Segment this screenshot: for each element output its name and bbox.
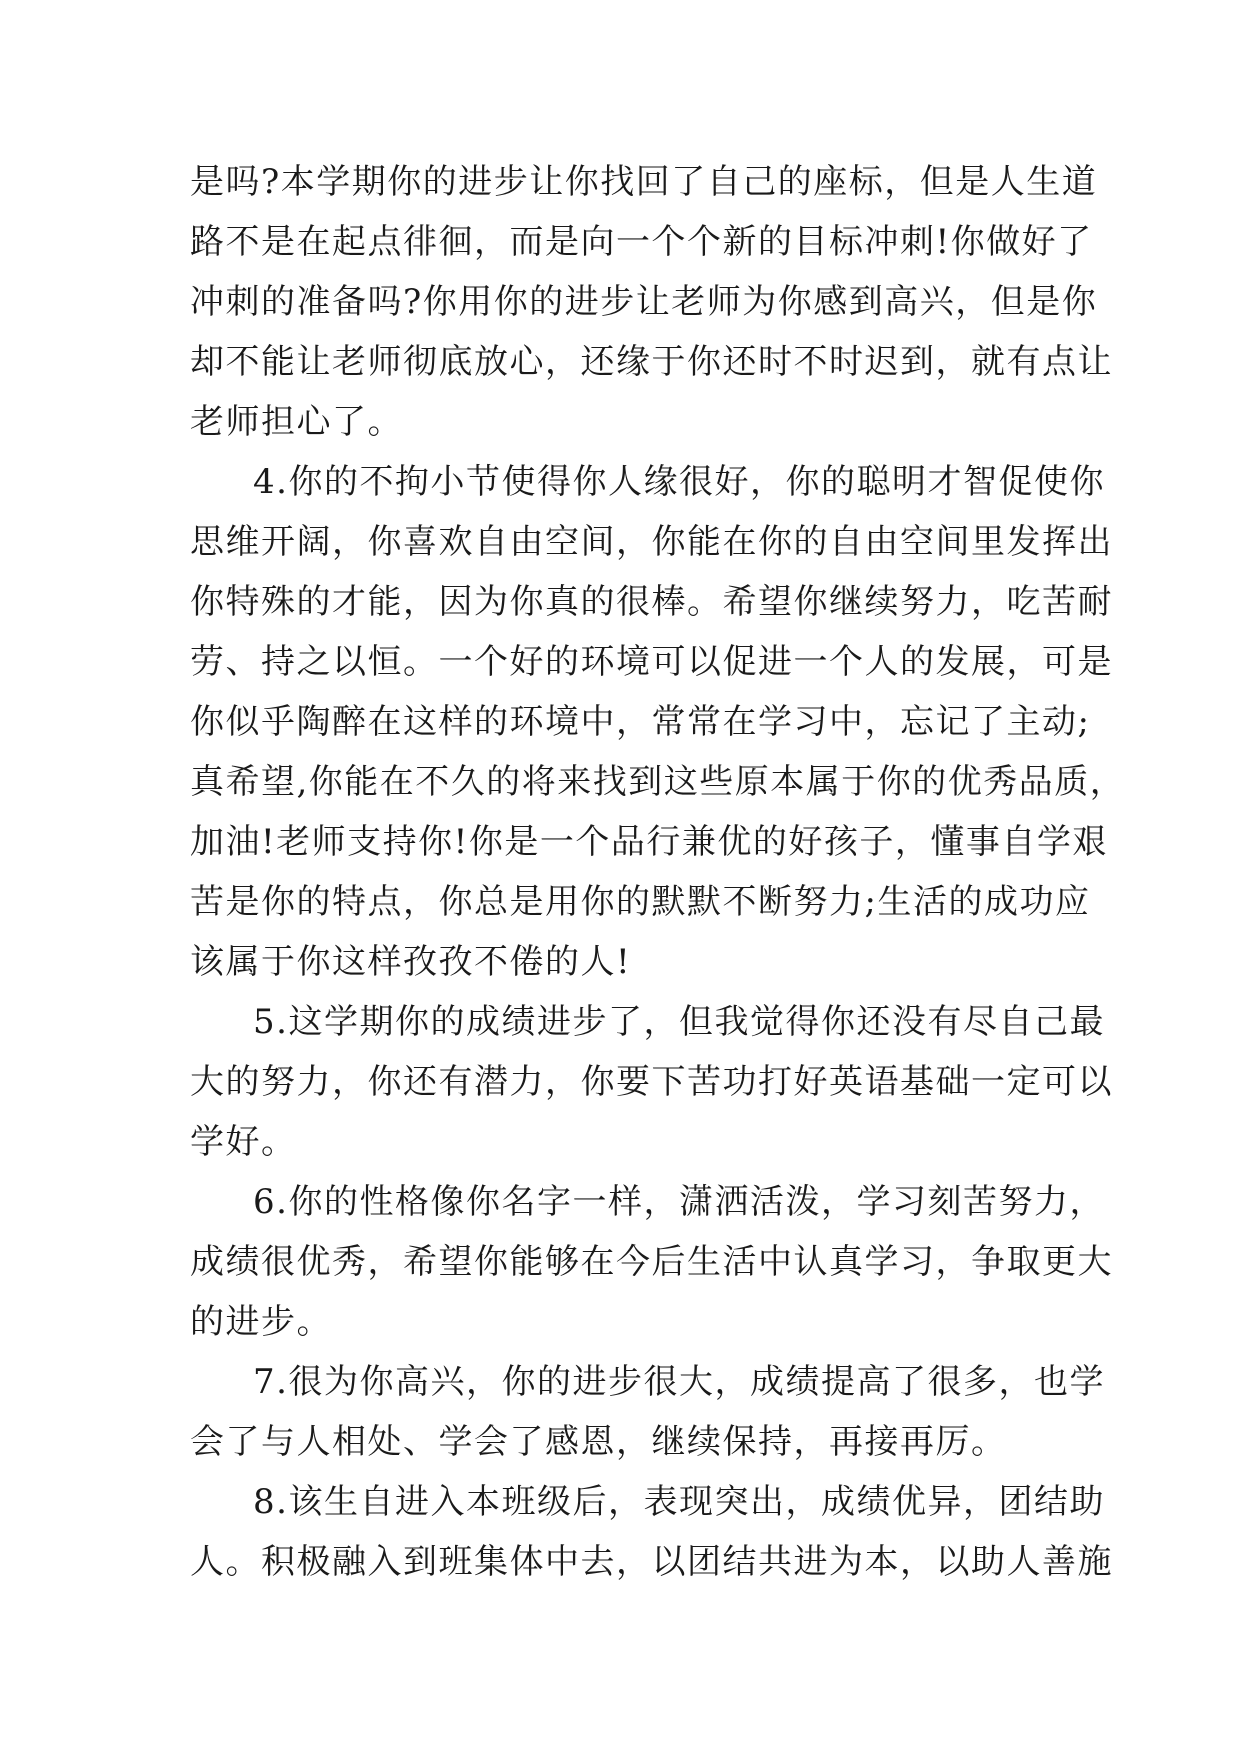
text-line: 6.你的性格像你名字一样，潇洒活泼，学习刻苦努力， [253, 1182, 1105, 1222]
text-line: 的进步。 [190, 1302, 332, 1342]
text-line: 4.你的不拘小节使得你人缘很好，你的聪明才智促使你 [253, 462, 1105, 502]
text-line: 7.很为你高兴，你的进步很大，成绩提高了很多，也学 [253, 1362, 1105, 1402]
text-line: 苦是你的特点，你总是用你的默默不断努力;生活的成功应 [190, 882, 1091, 922]
paragraph-6 [190, 1172, 1113, 1352]
text-line: 思维开阔，你喜欢自由空间，你能在你的自由空间里发挥出 [190, 522, 1113, 562]
text-line: 学好。 [190, 1122, 297, 1162]
text-line: 是吗?本学期你的进步让你找回了自己的座标，但是人生道 [190, 162, 1098, 202]
paragraph-7 [190, 1352, 1105, 1472]
paragraph-4 [190, 452, 1126, 992]
text-line: 冲刺的准备吗?你用你的进步让老师为你感到高兴，但是你 [190, 282, 1098, 322]
text-line: 5.这学期你的成绩进步了，但我觉得你还没有尽自己最 [253, 1002, 1105, 1042]
paragraph-3-continued [190, 152, 1113, 452]
text-line: 你似乎陶醉在这样的环境中，常常在学习中，忘记了主动; [190, 702, 1091, 742]
document-body [190, 152, 1126, 1592]
text-line: 真希望,你能在不久的将来找到这些原本属于你的优秀品质， [190, 762, 1126, 802]
text-line: 却不能让老师彻底放心，还缘于你还时不时迟到，就有点让 [190, 342, 1113, 382]
text-line: 该属于你这样孜孜不倦的人! [190, 942, 632, 982]
text-line: 人。积极融入到班集体中去，以团结共进为本，以助人善施 [190, 1542, 1113, 1582]
text-line: 成绩很优秀，希望你能够在今后生活中认真学习，争取更大 [190, 1242, 1113, 1282]
text-line: 会了与人相处、学会了感恩，继续保持，再接再厉。 [190, 1422, 1007, 1462]
text-line: 劳、持之以恒。一个好的环境可以促进一个人的发展，可是 [190, 642, 1113, 682]
text-line: 大的努力，你还有潜力，你要下苦功打好英语基础一定可以 [190, 1062, 1113, 1102]
text-line: 加油!老师支持你!你是一个品行兼优的好孩子，懂事自学艰 [190, 822, 1108, 862]
text-line: 你特殊的才能，因为你真的很棒。希望你继续努力，吃苦耐 [190, 582, 1113, 622]
paragraph-5 [190, 992, 1113, 1172]
text-line: 路不是在起点徘徊，而是向一个个新的目标冲刺!你做好了 [190, 222, 1093, 262]
text-line: 老师担心了。 [190, 402, 403, 442]
paragraph-8 [190, 1472, 1113, 1592]
text-line: 8.该生自进入本班级后，表现突出，成绩优异，团结助 [253, 1482, 1105, 1522]
